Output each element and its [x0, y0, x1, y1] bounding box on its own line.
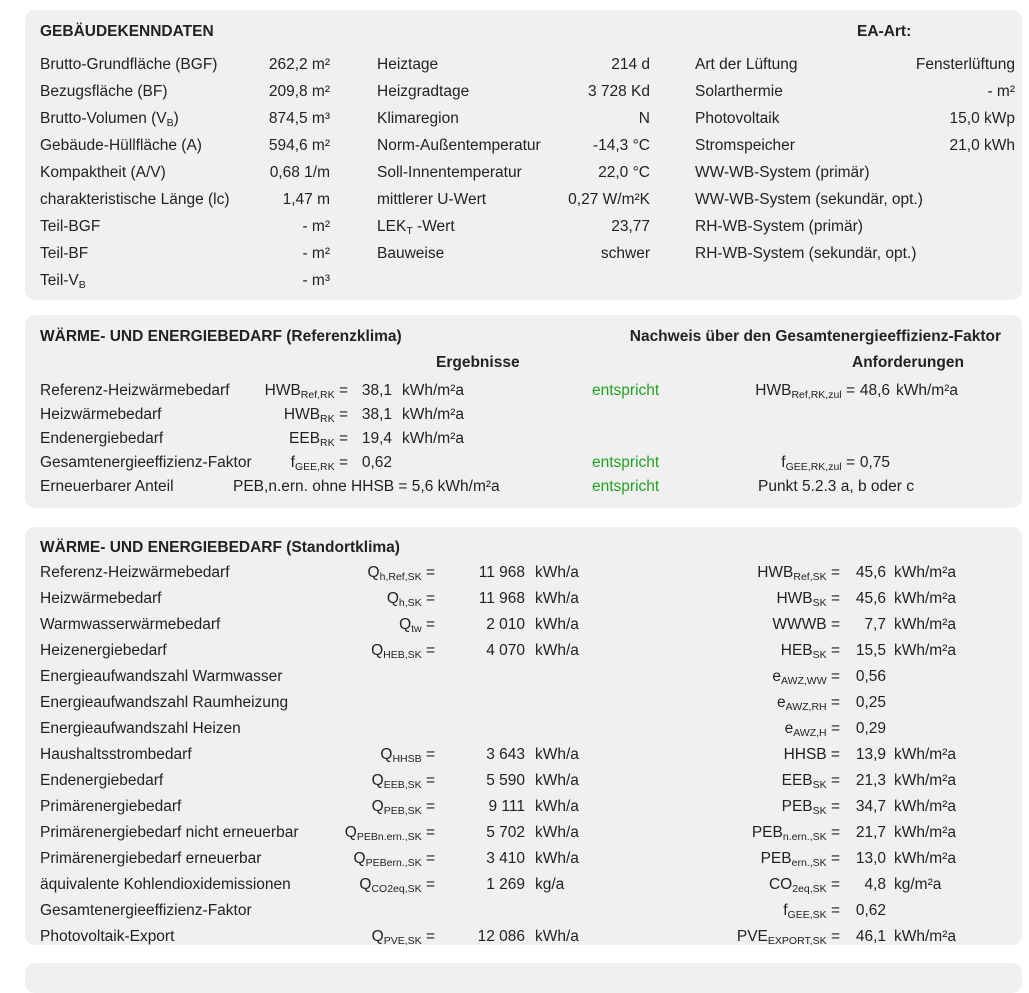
specific-symbol: $PEB_{ern.,SK}$ = — [760, 850, 840, 869]
row-unit: kWh/a — [535, 798, 579, 815]
row-label: Energieaufwandszahl Heizen — [40, 720, 241, 737]
kv-label: Brutto-Volumen $(V_B)$ — [40, 110, 179, 129]
kv-label: mittlerer U-Wert — [377, 191, 487, 208]
requirement-symbol: $f_{GEE,RK,zul}$ = — [781, 454, 855, 473]
kv-row — [695, 244, 1015, 264]
row-label: Energieaufwandszahl Raumheizung — [40, 694, 289, 711]
kv-row — [40, 55, 330, 75]
specific-unit: kWh/m²a — [894, 772, 956, 789]
row-symbol: $Q_{h,Ref,SK}$ = — [367, 564, 435, 583]
specific-value: 45,6 — [855, 590, 886, 607]
kv-label: Teil-BGF — [40, 218, 101, 235]
row-symbol: $HWB_{RK}$ = — [283, 406, 348, 425]
row-label: Heizwärmebedarf — [40, 406, 162, 423]
specific-value: 13,9 — [855, 746, 886, 763]
row-unit: kWh/a — [535, 928, 579, 945]
kv-value: 21,0 kWh — [949, 137, 1015, 154]
panel-referenzklima — [25, 315, 1022, 508]
row-unit: kWh/a — [535, 850, 579, 867]
row-value: 9 111 — [488, 798, 525, 815]
specific-unit: kWh/m²a — [894, 616, 956, 633]
kv-value: -14,3 °C — [592, 137, 650, 154]
specific-value: 13,0 — [855, 850, 886, 867]
specific-value: 0,62 — [855, 902, 886, 919]
kv-label: Soll-Innentemperatur — [377, 164, 522, 181]
row-unit: kWh/a — [535, 616, 579, 633]
specific-value: 34,7 — [855, 798, 886, 815]
kv-row — [377, 217, 650, 237]
kv-row — [40, 217, 330, 237]
specific-unit: kWh/m²a — [894, 928, 956, 945]
kv-row — [695, 136, 1015, 156]
kv-row — [377, 136, 650, 156]
specific-symbol: WWWB = — [772, 616, 840, 633]
specific-value: 15,5 — [855, 642, 886, 659]
nachweis-title: Nachweis über den Gesamtenergieeffizienz-Faktor — [629, 328, 1001, 345]
specific-symbol: $HWB_{Ref,SK}$ = — [757, 564, 840, 583]
specific-unit: kWh/m²a — [894, 850, 956, 867]
row-unit: kWh/a — [535, 642, 579, 659]
kv-row — [695, 109, 1015, 129]
specific-unit: kWh/m²a — [894, 798, 956, 815]
kv-row — [377, 82, 650, 102]
kv-value: 209,8 m² — [268, 83, 330, 100]
kv-row — [695, 163, 1015, 183]
row-symbol: $EEB_{RK}$ = — [289, 430, 348, 449]
kv-row — [695, 190, 1015, 210]
row-symbol: $Q_{PVE,SK}$ = — [371, 928, 435, 947]
kv-label: Teil-BF — [40, 245, 89, 262]
kv-row — [40, 163, 330, 183]
kv-value: 874,5 m³ — [268, 110, 330, 127]
kv-label: Photovoltaik — [695, 110, 780, 127]
specific-value: 21,7 — [855, 824, 886, 841]
row-value: 1 269 — [486, 876, 525, 893]
row-value: 3 410 — [486, 850, 525, 867]
row-symbol: $Q_{h,SK}$ = — [386, 590, 435, 609]
kv-label: Bezugsfläche (BF) — [40, 83, 168, 100]
kv-value: 0,27 W/m²K — [568, 191, 650, 208]
kv-label: Kompaktheit (A/V) — [40, 164, 166, 181]
kv-row — [695, 217, 1015, 237]
specific-symbol: $PEB_{n.ern.,SK}$ = — [751, 824, 840, 843]
requirement-unit: kWh/m²a — [896, 382, 958, 399]
kv-label: Art der Lüftung — [695, 56, 798, 73]
specific-unit: kg/m²a — [894, 876, 942, 893]
ea-art-label: EA-Art: — [857, 23, 912, 40]
kv-value: Fensterlüftung — [915, 56, 1015, 73]
row-symbol: $Q_{HHSB}$ = — [380, 746, 435, 765]
status-badge: entspricht — [592, 478, 660, 495]
specific-value: 46,1 — [855, 928, 886, 945]
specific-symbol: $PEB_{SK}$ = — [781, 798, 840, 817]
kv-label: RH-WB-System (primär) — [695, 218, 863, 235]
next-section-panel-partial — [25, 963, 1022, 993]
row-unit: kWh/a — [535, 772, 579, 789]
specific-unit: kWh/m²a — [894, 564, 956, 581]
column-header-anforderungen: Anforderungen — [852, 354, 964, 371]
specific-symbol: $HEB_{SK}$ = — [780, 642, 840, 661]
specific-value: 0,25 — [855, 694, 886, 711]
kv-label: Klimaregion — [377, 110, 459, 127]
kv-row — [377, 163, 650, 183]
row-value: 11 968 — [478, 564, 525, 581]
kv-label: Bauweise — [377, 245, 445, 262]
specific-symbol: $f_{GEE,SK}$ = — [783, 902, 840, 921]
row-symbol: $Q_{CO2eq,SK}$ = — [359, 876, 435, 895]
specific-value: 7,7 — [864, 616, 886, 633]
kv-row — [377, 190, 650, 210]
row-label: äquivalente Kohlendioxidemissionen — [40, 876, 291, 893]
specific-symbol: $CO_{2eq,SK}$ = — [768, 876, 840, 895]
kv-value: 22,0 °C — [598, 164, 650, 181]
row-value: 19,4 — [361, 430, 392, 447]
row-label: Energieaufwandszahl Warmwasser — [40, 668, 283, 685]
kv-label: WW-WB-System (primär) — [695, 164, 870, 181]
kv-label: $LEK_T$ -Wert — [377, 218, 455, 237]
row-value: 2 010 — [486, 616, 525, 633]
specific-symbol: $e_{AWZ,WW}$ = — [772, 668, 840, 687]
row-label: Gesamtenergieeffizienz-Faktor — [40, 902, 252, 919]
row-symbol: $Q_{PEB,SK}$ = — [371, 798, 435, 817]
kv-row — [40, 136, 330, 156]
kv-row — [377, 109, 650, 129]
kv-value: 214 d — [611, 56, 650, 73]
specific-unit: kWh/m²a — [894, 824, 956, 841]
row-value: 11 968 — [478, 590, 525, 607]
row-symbol: $f_{GEE,RK}$ = — [290, 454, 348, 473]
kv-row — [40, 244, 330, 264]
kv-value: 15,0 kWp — [949, 110, 1015, 127]
row-unit: kWh/m²a — [402, 430, 464, 447]
kv-label: Heizgradtage — [377, 83, 470, 100]
specific-value: 21,3 — [855, 772, 886, 789]
row-label: Gesamtenergieeffizienz-Faktor — [40, 454, 252, 471]
row-label: Photovoltaik-Export — [40, 928, 175, 945]
kv-label: Heiztage — [377, 56, 439, 73]
kv-row — [40, 271, 330, 291]
kv-label: charakteristische Länge (lc) — [40, 191, 230, 208]
panel-standortklima — [25, 527, 1022, 945]
requirement-symbol: $HWB_{Ref,RK,zul}$ = — [755, 382, 855, 401]
row-unit: kWh/a — [535, 746, 579, 763]
specific-symbol: $PVE_{EXPORT,SK}$ = — [736, 928, 840, 947]
row-label: Endenergiebedarf — [40, 772, 164, 789]
kv-row — [695, 82, 1015, 102]
requirement-value: 0,75 — [859, 454, 890, 471]
row-unit: kWh/a — [535, 590, 579, 607]
kv-value: - m² — [302, 218, 330, 235]
kv-value: 23,77 — [611, 218, 650, 235]
row-unit: kWh/a — [535, 564, 579, 581]
specific-value: 0,56 — [855, 668, 886, 685]
kv-row — [40, 82, 330, 102]
kv-row — [40, 109, 330, 129]
kv-value: 3 728 Kd — [587, 83, 650, 100]
row-unit: kWh/m²a — [402, 382, 464, 399]
status-badge: entspricht — [592, 382, 660, 399]
row-symbol: $Q_{HEB,SK}$ = — [371, 642, 435, 661]
row-unit: kg/a — [535, 876, 565, 893]
row-symbol: $HWB_{Ref,RK}$ = — [264, 382, 348, 401]
kv-value: N — [638, 110, 650, 127]
panel-gebaeudekenndaten — [25, 10, 1022, 300]
kv-value: schwer — [600, 245, 650, 262]
kv-label: RH-WB-System (sekundär, opt.) — [695, 245, 917, 262]
specific-unit: kWh/m²a — [894, 746, 956, 763]
section-title-gebaeudekenndaten: GEBÄUDEKENNDATEN — [40, 23, 214, 40]
row-label: Erneuerbarer Anteil — [40, 478, 174, 495]
kv-value: - m² — [987, 83, 1015, 100]
kv-label: WW-WB-System (sekundär, opt.) — [695, 191, 923, 208]
row-value: 38,1 — [361, 406, 392, 423]
row-symbol: $Q_{PEBern.,SK}$ = — [353, 850, 435, 869]
kv-row — [695, 55, 1015, 75]
section-title-referenzklima: WÄRME- UND ENERGIEBEDARF (Referenzklima) — [40, 328, 402, 345]
row-label: Warmwasserwärmebedarf — [40, 616, 221, 633]
specific-symbol: $EEB_{SK}$ = — [781, 772, 840, 791]
row-label: Primärenergiebedarf — [40, 798, 182, 815]
specific-symbol: $e_{AWZ,H}$ = — [784, 720, 840, 739]
row-value: 38,1 — [361, 382, 392, 399]
row-symbol: $Q_{tw}$ = — [399, 616, 435, 635]
kv-value: - m² — [302, 245, 330, 262]
specific-unit: kWh/m²a — [894, 642, 956, 659]
row-value: 3 643 — [486, 746, 525, 763]
row-label: Heizenergiebedarf — [40, 642, 167, 659]
row-value: 12 086 — [477, 928, 525, 945]
row-label: Primärenergiebedarf nicht erneuerbar — [40, 824, 299, 841]
row-label: Referenz-Heizwärmebedarf — [40, 382, 230, 399]
kv-label: Norm-Außentemperatur — [377, 137, 541, 154]
row-label: Referenz-Heizwärmebedarf — [40, 564, 230, 581]
kv-label: Stromspeicher — [695, 137, 795, 154]
kv-value: 1,47 m — [282, 191, 330, 208]
specific-value: 45,6 — [855, 564, 886, 581]
specific-value: 0,29 — [855, 720, 886, 737]
specific-value: 4,8 — [864, 876, 886, 893]
kv-label: Gebäude-Hüllfläche (A) — [40, 137, 202, 154]
row-symbol: $Q_{EEB,SK}$ = — [371, 772, 435, 791]
specific-symbol: HHSB = — [783, 746, 840, 763]
specific-symbol: $HWB_{SK}$ = — [776, 590, 840, 609]
specific-symbol: $e_{AWZ,RH}$ = — [776, 694, 840, 713]
row-value: 0,62 — [361, 454, 392, 471]
row-value: 5 590 — [486, 772, 525, 789]
kv-row — [377, 55, 650, 75]
kv-value: 594,6 m² — [268, 137, 330, 154]
row-label: Primärenergiebedarf erneuerbar — [40, 850, 262, 867]
row-label: Haushaltsstrombedarf — [40, 746, 192, 763]
kv-value: 0,68 1/m — [269, 164, 330, 181]
kv-label: Brutto-Grundfläche (BGF) — [40, 56, 218, 73]
row-label: Heizwärmebedarf — [40, 590, 162, 607]
kv-value: 262,2 m² — [268, 56, 330, 73]
row-formula: PEB,n.ern. ohne HHSB = 5,6 kWh/m²a — [233, 478, 500, 495]
kv-label: Teil-$V_B$ — [40, 272, 86, 291]
row-symbol: $Q_{PEBn.ern.,SK}$ = — [344, 824, 435, 843]
row-label: Endenergiebedarf — [40, 430, 164, 447]
section-title-standortklima: WÄRME- UND ENERGIEBEDARF (Standortklima) — [40, 539, 400, 556]
column-header-ergebnisse: Ergebnisse — [436, 354, 520, 371]
status-badge: entspricht — [592, 454, 660, 471]
kv-row — [40, 190, 330, 210]
row-value: 5 702 — [486, 824, 525, 841]
row-unit: kWh/m²a — [402, 406, 464, 423]
row-value: 4 070 — [486, 642, 525, 659]
requirement-value: 48,6 — [859, 382, 890, 399]
row-unit: kWh/a — [535, 824, 579, 841]
requirement-text: Punkt 5.2.3 a, b oder c — [758, 478, 914, 495]
specific-unit: kWh/m²a — [894, 590, 956, 607]
kv-value: - m³ — [302, 272, 330, 289]
kv-row — [377, 244, 650, 264]
kv-label: Solarthermie — [695, 83, 783, 100]
